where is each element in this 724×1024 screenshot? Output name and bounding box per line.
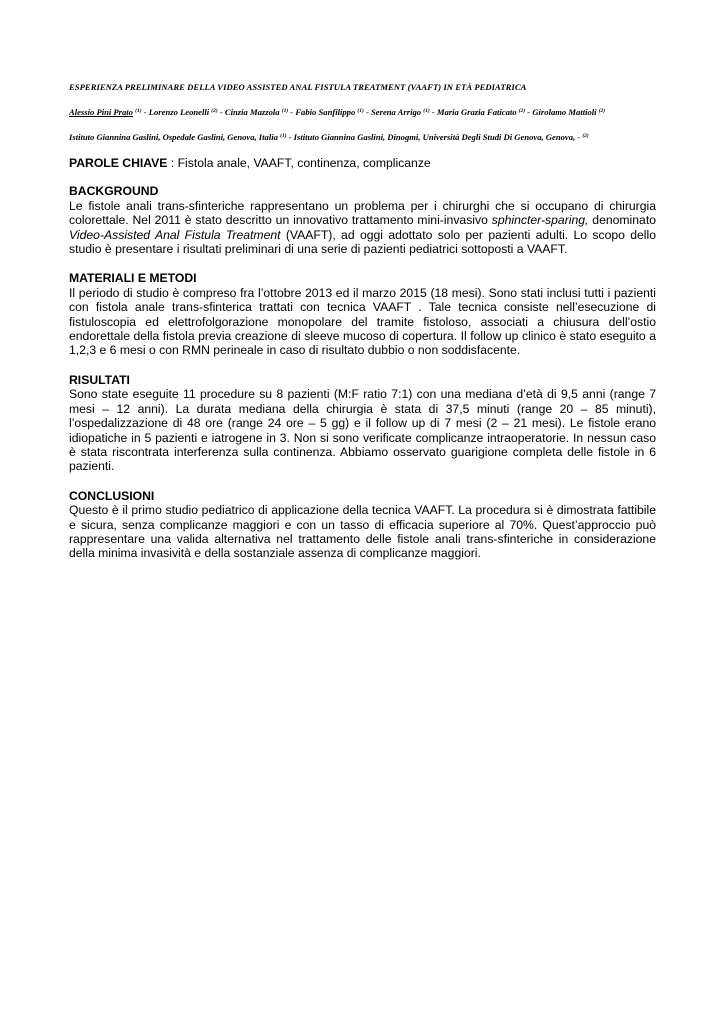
section-risultati	[69, 373, 656, 474]
keywords-label: PAROLE CHIAVE	[69, 156, 168, 170]
author-name: Cinzia Mazzola	[224, 107, 280, 117]
section-conclusioni	[69, 489, 656, 561]
author-affiliation-number: (1)	[281, 108, 289, 114]
body-text: (VAAFT), ad oggi adottato solo per pazienti adulti. Lo scopo dello studio è presentare i risultati preliminari di una serie di pazienti pediatrici sottoposti a VAAFT.	[69, 227, 656, 257]
section-heading: RISULTATI	[69, 372, 130, 387]
keywords-text: : Fistola anale, VAAFT, continenza, complicanze	[167, 156, 431, 170]
section-heading: CONCLUSIONI	[69, 488, 155, 503]
author-affiliation-number: (2)	[598, 108, 606, 114]
body-emphasis: Video-Assisted Anal Fistula Treatment	[69, 227, 281, 242]
affiliation-number: (1)	[280, 133, 287, 139]
author-separator: -	[429, 107, 437, 117]
author-affiliation-number: (1)	[357, 108, 364, 114]
body-emphasis: sphincter-sparing,	[491, 213, 589, 228]
section-heading: MATERIALI E METODI	[69, 271, 197, 286]
affiliation-text: Istituto Giannina Gaslini, Ospedale Gaslini, Genova, Italia	[69, 132, 278, 142]
section-body	[69, 199, 656, 257]
section-heading: BACKGROUND	[69, 184, 159, 199]
author-name: Maria Grazia Faticato	[436, 107, 517, 117]
author-separator: -	[217, 107, 225, 117]
section-materiali-metodi	[69, 271, 656, 357]
author-name: Girolamo Mattioli	[532, 107, 597, 117]
author-name: Serena Arrigo	[371, 107, 422, 117]
author-list	[69, 107, 656, 117]
affiliation-number: (2)	[582, 133, 589, 139]
section-background	[69, 184, 656, 256]
section-body: Sono state eseguite 11 procedure su 8 pazienti (M:F ratio 7:1) con una mediana d’età di 9,5 anni (range 7 mesi – 12 anni). La durata mediana della chirurgia è stata di 37,5 minuti (range 20 – 85 minuti), l’ospedalizzazione di 48 ore (range 24 ore – 5 gg) e il follow up di 7 mesi (2 – 21 mesi). Le fistole erano idiopatiche in 5 pazienti e iatrogene in 3. Non si sono verificate complicanze intraoperatorie. In nessun caso è stata riscontrata interferenza sulla continenza. Abbiamo osservato guarigione completa delle fistole in 6 pazienti.	[69, 387, 656, 474]
author-affiliation-number: (2)	[211, 108, 218, 114]
author-affiliation-number: (1)	[423, 108, 430, 114]
author-name-presenting: Alessio Pini Prato	[69, 107, 133, 117]
keywords-line	[69, 156, 656, 170]
affiliation-list	[69, 132, 656, 142]
author-separator: -	[141, 107, 149, 117]
author-name: Fabio Sanfilippo	[295, 107, 356, 117]
body-text: Le fistole anali trans-sfinteriche rappresentano un problema per i chirurghi che si occupano di chirurgia colorettale. Nel 2011 è stato descritto un innovativo trattamento mini-invasivo	[69, 198, 656, 228]
author-affiliation-number: (2)	[518, 108, 526, 114]
author-name: Lorenzo Leonelli	[148, 107, 210, 117]
affiliation-text: Istituto Giannina Gaslini, Dinogmi, Università Degli Studi Di Genova, Genova, -	[293, 132, 581, 142]
author-separator: -	[525, 107, 533, 117]
abstract-page	[69, 82, 656, 576]
abstract-title: ESPERIENZA PRELIMINARE DELLA VIDEO ASSISTED ANAL FISTULA TREATMENT (VAAFT) IN ETÀ PEDIATRICA	[69, 82, 527, 92]
body-text: denominato	[588, 213, 656, 228]
author-affiliation-number: (1)	[135, 108, 142, 114]
section-body: Il periodo di studio è compreso fra l’ottobre 2013 ed il marzo 2015 (18 mesi). Sono stati inclusi tutti i pazienti con fistola anale trans-sfinterica trattati con tecnica VAAFT . Tale tecnica consiste nell’esecuzione di fistuloscopia ed elettrofolgorazione monopolare del tramite fistoloso, associati a chiusura dell’ostio endorettale della fistola previa creazione di sleeve mucoso di copertura. Il follow up clinico è stato eseguito a 1,2,3 e 6 mesi o con RMN perineale in caso di risultato dubbio o non soddisfacente.	[69, 285, 656, 358]
section-body: Questo è il primo studio pediatrico di applicazione della tecnica VAAFT. La procedura si è dimostrata fattibile e sicura, senza complicanze maggiori e con un tasso di efficacia superiore al 70%. Quest’approccio può rappresentare una valida alternativa nel trattamento delle fistole anali trans-sfinteriche in considerazione della minima invasività e della sostanziale assenza di complicanze maggiori.	[69, 503, 656, 561]
affiliation-separator: -	[286, 132, 294, 142]
author-separator: -	[363, 107, 372, 117]
author-separator: -	[288, 107, 296, 117]
